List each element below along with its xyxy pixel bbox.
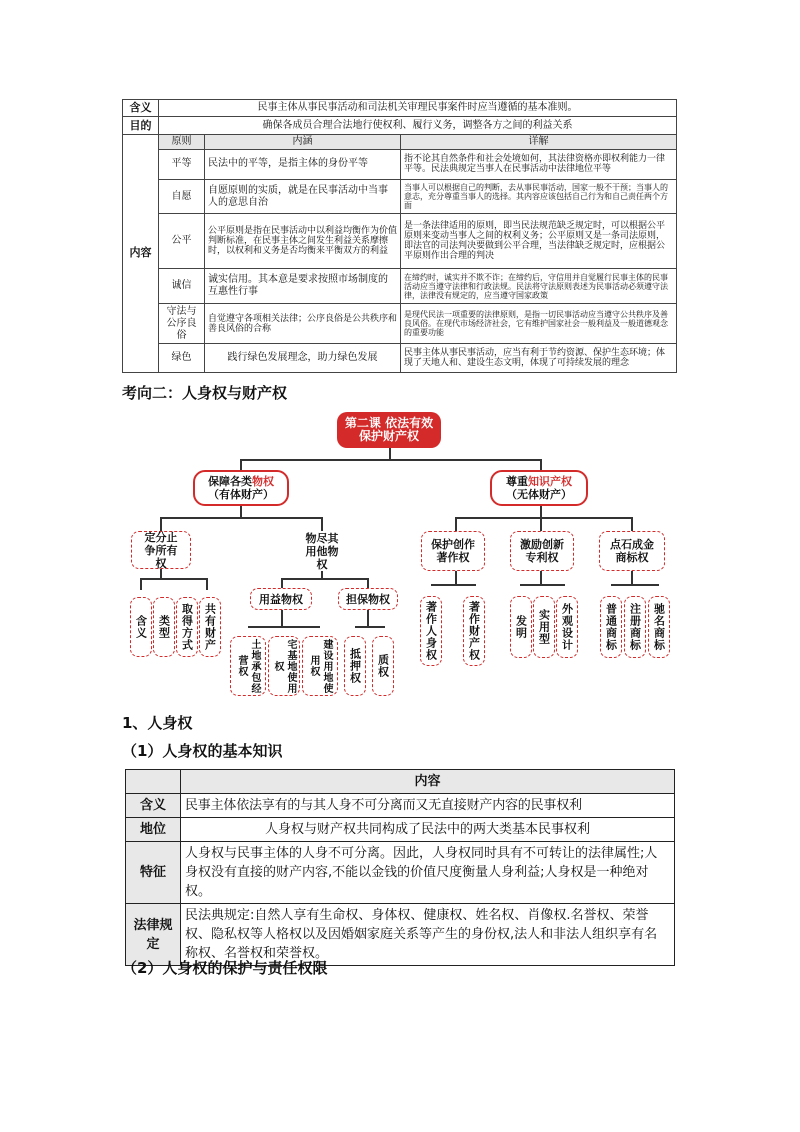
connector	[455, 571, 457, 585]
branch-wuquan-prefix: 保障各类	[208, 475, 252, 488]
node-danbao: 担保物权	[338, 588, 398, 610]
hanyi-label: 含义	[123, 100, 159, 117]
row-text: 民法典规定:自然人享有生命权、身体权、健康权、姓名权、肖像权.名誉权、荣誉权、隐私权等人格权以及因婚姻家庭关系等产生的身份权,法人和非法人组织享有名称权、名誉权和荣誉权。	[181, 904, 675, 966]
principle-name: 绿色	[159, 344, 205, 373]
connector	[240, 459, 541, 461]
connector	[455, 517, 457, 531]
connector	[367, 610, 369, 627]
principle-neihan: 公平原则是指在民事活动中以利益均衡作为价值判断标准，在民事主体之间发生利益关系摩擦时，以权利和义务是否均衡来平衡双方的利益	[205, 214, 401, 268]
table-row	[123, 179, 677, 214]
node-suoyouquan: 定分止争所有权	[131, 531, 191, 569]
row-label: 含义	[126, 794, 181, 818]
connector	[240, 504, 242, 518]
table-row	[123, 150, 677, 180]
principle-xiangjie: 当事人可以根据自己的判断，去从事民事活动，国家一般不干预；当事人的意志，充分尊重当事人的选择。其内容应该包括自己行为和自己责任两个方面	[401, 179, 677, 214]
table-row	[123, 344, 677, 373]
principle-name: 自愿	[159, 179, 205, 214]
connector	[631, 571, 633, 585]
renshenquan-table	[125, 769, 675, 966]
principle-neihan: 民法中的平等，是指主体的身份平等	[205, 150, 401, 180]
branch-wuquan	[193, 470, 289, 506]
row-label: 法律规定	[126, 904, 181, 966]
connector	[140, 578, 207, 580]
row-text: 人身权与财产权共同构成了民法中的两大类基本民事权利	[181, 818, 675, 842]
connector	[281, 610, 283, 627]
mindmap-root	[337, 412, 441, 448]
connector	[611, 584, 659, 586]
principle-neihan: 践行绿色发展理念，助力绿色发展	[205, 344, 401, 373]
row-label: 地位	[126, 818, 181, 842]
branch-zscq-prefix: 尊重	[506, 475, 528, 488]
leaf-caichanquan: 著作财产权	[463, 596, 485, 666]
content-header: 内容	[181, 770, 675, 794]
table-row	[126, 842, 675, 904]
principle-name: 守法与公序良俗	[159, 304, 205, 344]
node-taquanwuquan: 物尽其用他物权	[305, 531, 339, 571]
connector	[140, 578, 142, 590]
connector	[540, 504, 542, 518]
table-row	[123, 268, 677, 304]
connector	[520, 584, 565, 586]
connector	[631, 517, 633, 531]
branch-wuquan-red: 物权	[252, 475, 274, 488]
connector	[160, 517, 322, 519]
principle-xiangjie: 民事主体从事民事活动，应当有利于节约资源、保护生态环境；体现了天地人和、建设生态文明，体现了可持续发展的理念	[401, 344, 677, 373]
leaf-putong: 普通商标	[600, 596, 622, 658]
connector	[431, 584, 476, 586]
col-header-xiangjie: 详解	[401, 134, 677, 149]
table-row	[126, 818, 675, 842]
col-header-neihan: 内涵	[205, 134, 401, 149]
principle-xiangjie: 在缔约时，诚实并不欺不诈；在缔约后，守信用并自觉履行民事主体的民事活动应当遵守法律和行政法规。民法将守法原则表述为民事活动必须遵守法律，法律没有规定的，应当遵守国家政策	[401, 268, 677, 304]
connector	[321, 517, 323, 531]
leaf-zhi: 质权	[372, 636, 394, 696]
section-heading-jiben: （1）人身权的基本知识	[122, 742, 283, 760]
row-label: 特征	[126, 842, 181, 904]
principles-table	[122, 99, 677, 373]
section-heading-baohu: （2）人身权的保护与责任权限	[122, 959, 328, 977]
leaf-zhuce: 注册商标	[624, 596, 646, 658]
table-row	[123, 214, 677, 268]
connector	[540, 571, 542, 585]
leaf-hanyi: 含义	[130, 597, 152, 657]
principle-name: 公平	[159, 214, 205, 268]
principle-xiangjie: 是一条法律适用的原则，即当民法规范缺乏规定时，可以根据公平原则来变动当事人之间的权利义务；公平原则又是一条司法原则，即法官的司法判决要做到公平合理，当法律缺乏规定时，应根据公平原则作出合理的判决	[401, 214, 677, 268]
node-shangbiaoquan: 点石成金商标权	[599, 531, 665, 571]
leaf-jianshe: 建设用地使用权	[302, 636, 338, 696]
connector	[281, 578, 283, 588]
principle-xiangjie: 指不论其自然条件和社会处境如何，其法律资格亦即权利能力一律平等。民法典规定当事人在民事活动中法律地位平等	[401, 150, 677, 180]
leaf-zhaijidi: 宅基地使用权	[268, 636, 300, 696]
leaf-renshenquan: 著作人身权	[420, 596, 442, 666]
connector	[455, 517, 632, 519]
leaf-tudi: 土地承包经营权	[230, 636, 266, 696]
mudi-text: 确保各成员合理合法地行使权利、履行义务，调整各方之间的利益关系	[159, 117, 677, 134]
leaf-shiyong: 实用型	[533, 596, 555, 658]
section-heading-renshenquan: 1、人身权	[122, 714, 193, 732]
branch-zhishichanquan	[490, 470, 588, 506]
connector	[355, 626, 385, 628]
mudi-label: 目的	[123, 117, 159, 134]
leaf-waiguan: 外观设计	[556, 596, 578, 658]
table-row	[123, 304, 677, 344]
table-row	[126, 794, 675, 818]
principle-neihan: 自愿原则的实质，就是在民事活动中当事人的意思自治	[205, 179, 401, 214]
neirong-label: 内容	[123, 134, 159, 372]
principle-neihan: 诚实信用。其本意是要求按照市场制度的互惠性行事	[205, 268, 401, 304]
hanyi-text: 民事主体从事民事活动和司法机关审理民事案件时应当遵循的基本准则。	[159, 100, 677, 117]
leaf-chiming: 驰名商标	[648, 596, 670, 658]
branch-wuquan-sub: （有体财产）	[208, 488, 274, 501]
node-zhuzuoquan: 保护创作著作权	[421, 531, 485, 571]
principle-xiangjie: 是现代民法一项重要的法律原则，是指一切民事活动应当遵守公共秩序及善良风俗。在现代市场经济社会，它有维护国家社会一般利益及一般道德观念的重要功能	[401, 304, 677, 344]
mindmap-root-label: 第二课 依法有效保护财产权	[344, 416, 434, 443]
leaf-qude: 取得方式	[176, 597, 198, 657]
connector	[367, 578, 369, 588]
principle-neihan: 自觉遵守各项相关法律；公序良俗是公共秩序和善良风俗的合称	[205, 304, 401, 344]
row-text: 民事主体依法享有的与其人身不可分离而又无直接财产内容的民事权利	[181, 794, 675, 818]
branch-zscq-title	[506, 475, 572, 488]
section-heading-kaoxiang: 考向二：人身权与财产权	[122, 384, 288, 402]
leaf-faming: 发明	[510, 596, 532, 658]
leaf-diya: 抵押权	[344, 636, 366, 696]
principle-name: 平等	[159, 150, 205, 180]
leaf-leixing: 类型	[153, 597, 175, 657]
col-header-yuanze: 原则	[159, 134, 205, 149]
connector	[248, 626, 320, 628]
branch-zscq-red: 知识产权	[528, 475, 572, 488]
connector	[540, 517, 542, 531]
connector	[206, 578, 208, 590]
connector	[281, 578, 368, 580]
branch-zscq-sub: （无体财产）	[506, 488, 572, 501]
row-text: 人身权与民事主体的人身不可分离。因此，人身权同时具有不可转让的法律属性;人身权没有直接的财产内容,不能以金钱的价值尺度衡量人身利益;人身权是一种绝对权。	[181, 842, 675, 904]
connector	[160, 517, 162, 531]
corner-cell	[126, 770, 181, 794]
principle-name: 诚信	[159, 268, 205, 304]
leaf-gongyou: 共有财产	[199, 597, 221, 657]
node-zhuanliquan: 激励创新专利权	[510, 531, 574, 571]
node-yongyi: 用益物权	[250, 588, 312, 610]
branch-wuquan-title	[208, 475, 274, 488]
